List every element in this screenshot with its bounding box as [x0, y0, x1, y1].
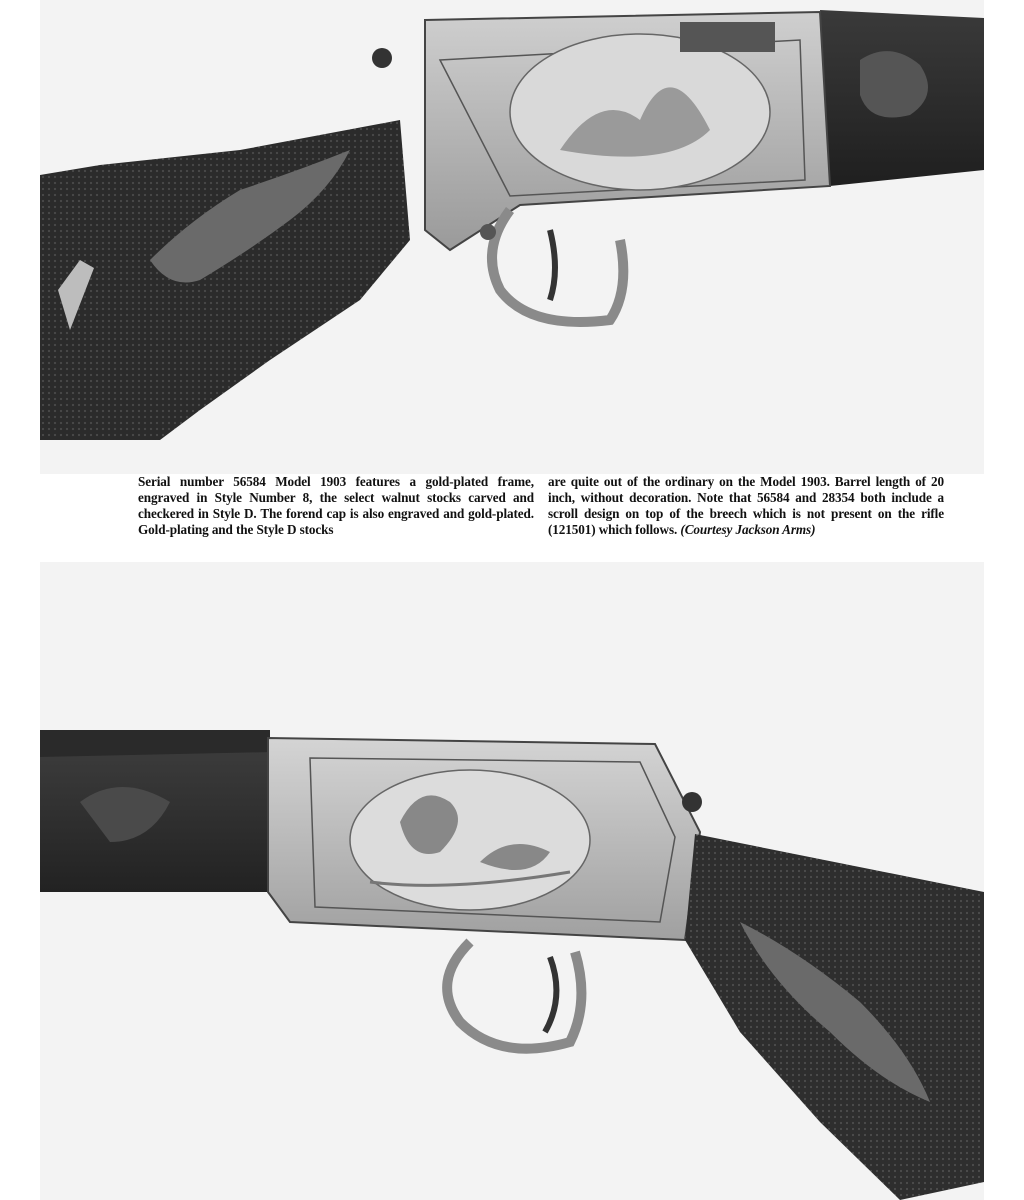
photo-credit: (Courtesy Jackson Arms)	[680, 522, 816, 537]
caption-right-column	[548, 474, 944, 538]
top-rifle-photo	[40, 0, 984, 474]
caption-right-text: are quite out of the ordinary on the Model 1903. Barrel length of 20 inch, without decoration. Note that 56584 and 28354 both include a scroll design on top of the breech which is not present on the rifle (121501) which follows.	[548, 474, 944, 537]
bottom-rifle-photo	[40, 562, 984, 1200]
caption-left-column	[138, 474, 534, 538]
caption-left-text: Serial number 56584 Model 1903 features a gold-plated frame, engraved in Style Number 8, the select walnut stocks carved and checkered in Style D. The forend cap is also engraved and gold-plated. Gold-plating and the Style D stocks	[138, 474, 534, 537]
